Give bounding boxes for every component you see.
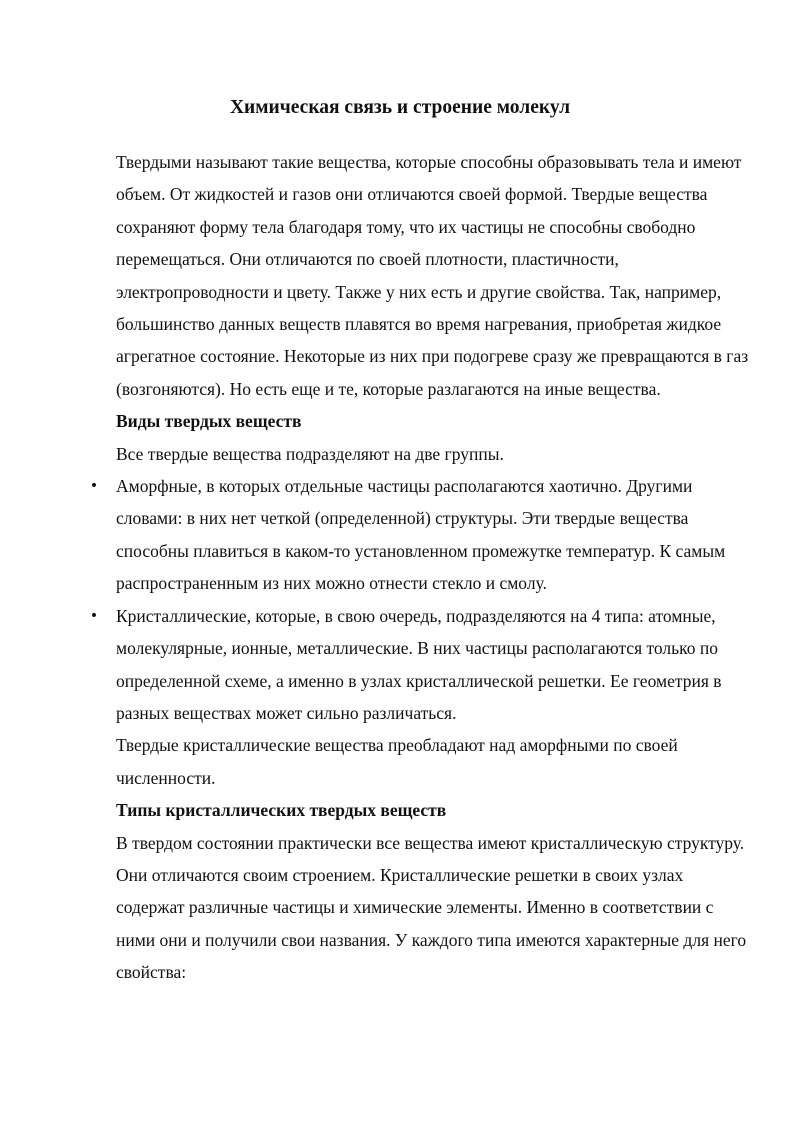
- bullet-icon: •: [89, 607, 99, 624]
- list-item-amorphous: [89, 470, 756, 600]
- bullet-icon: •: [89, 478, 99, 495]
- list-item-text: Кристаллические, которые, в свою очередь, подразделяются на 4 типа: атомные, молекулярные, ионные, металлические. В них частицы располагаются только по определенной схеме, а именно в узлах кристаллической решетки. Ее геометрия в разных веществах может сильно различаться.: [116, 605, 722, 723]
- page-title: Химическая связь и строение молекул: [229, 97, 571, 118]
- list-item-crystalline: [89, 600, 756, 730]
- list-item-text: Аморфные, в которых отдельные частицы располагаются хаотично. Другими словами: в них нет четкой (определенной) структуры. Эти твердые вещества способны плавиться в каком-то установленном промежутке температур. К самым распространенным из них можно отнести стекло и смолу.: [116, 476, 726, 594]
- section-heading-crystal-types: Типы кристаллических твердых веществ: [116, 800, 447, 821]
- paragraph-crystalline-prevalence: Твердые кристаллические вещества преобладают над аморфными по своей численности.: [116, 735, 678, 788]
- document-body: [89, 146, 756, 989]
- section-heading-solid-types: Виды твердых веществ: [116, 411, 302, 432]
- paragraph-groups: Все твердые вещества подразделяют на две группы.: [116, 443, 504, 464]
- paragraph-intro: Твердыми называют такие вещества, которые способны образовывать тела и имеют объем. От жидкостей и газов они отличаются своей формой. Твердые вещества сохраняют форму тела благодаря тому, что их частицы не способны свободно перемещаться. Они отличаются по своей плотности, пластичности, электропроводности и цвету. Также у них есть и другие свойства. Так, например, большинство данных веществ плавятся во время нагревания, приобретая жидкое агрегатное состояние. Некоторые из них при подогреве сразу же превращаются в газ (возгоняются). Но есть еще и те, которые разлагаются на иные вещества.: [116, 152, 749, 399]
- paragraph-crystal-structure: В твердом состоянии практически все вещества имеют кристаллическую структуру. Они отличаются своим строением. Кристаллические решетки в своих узлах содержат различные частицы и химические элементы. Именно в соответствии с ними они и получили свои названия. У каждого типа имеются характерные для него свойства:: [116, 832, 747, 983]
